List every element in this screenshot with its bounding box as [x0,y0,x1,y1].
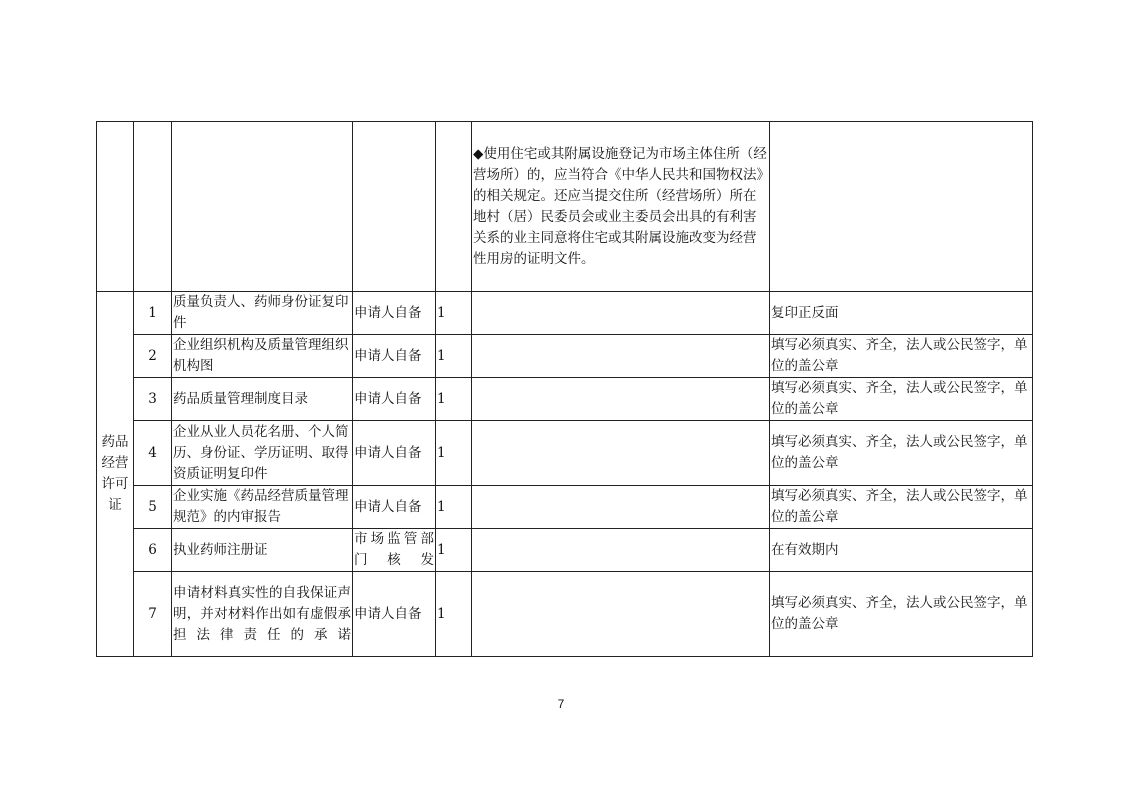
material-source: 申请人自备 [353,292,436,335]
row-number: 4 [134,421,172,486]
row-number: 2 [134,335,172,378]
notes-cell [472,529,770,572]
copies-count: 1 [436,421,472,486]
row-number: 1 [134,292,172,335]
table-row [97,378,1033,421]
material-cell-empty [172,122,353,292]
notes-cell [472,378,770,421]
continued-row [97,122,1033,292]
table-row [97,572,1033,657]
category-cell-empty [97,122,134,292]
material-source: 申请人自备 [353,335,436,378]
number-cell-empty [134,122,172,292]
copies-cell-empty [436,122,472,292]
source-cell-empty [353,122,436,292]
table-row [97,486,1033,529]
remark-cell: 填写必须真实、齐全，法人或公民签字，单位的盖公章 [770,572,1033,657]
row-number: 5 [134,486,172,529]
material-name: 企业实施《药品经营质量管理规范》的内审报告 [172,486,353,529]
table-row [97,292,1033,335]
table-row [97,335,1033,378]
material-name: 质量负责人、药师身份证复印件 [172,292,353,335]
page-number: 7 [557,697,565,711]
material-source: 申请人自备 [353,421,436,486]
copies-count: 1 [436,529,472,572]
material-name: 企业组织机构及质量管理组织机构图 [172,335,353,378]
material-name: 药品质量管理制度目录 [172,378,353,421]
notes-cell [472,292,770,335]
remark-cell: 填写必须真实、齐全，法人或公民签字，单位的盖公章 [770,378,1033,421]
remark-cell: 填写必须真实、齐全，法人或公民签字，单位的盖公章 [770,421,1033,486]
material-name: 执业药师注册证 [172,529,353,572]
copies-count: 1 [436,572,472,657]
material-source: 申请人自备 [353,486,436,529]
material-source: 申请人自备 [353,378,436,421]
table-row [97,421,1033,486]
copies-count: 1 [436,378,472,421]
copies-count: 1 [436,292,472,335]
row-number: 3 [134,378,172,421]
material-source: 申请人自备 [353,572,436,657]
copies-count: 1 [436,335,472,378]
table-row [97,529,1033,572]
materials-table [96,121,1033,657]
copies-count: 1 [436,486,472,529]
remark-cell: 填写必须真实、齐全，法人或公民签字，单位的盖公章 [770,486,1033,529]
continued-notes-cell: ◆使用住宅或其附属设施登记为市场主体住所（经营场所）的，应当符合《中华人民共和国物权法》的相关规定。还应当提交住所（经营场所）所在地村（居）民委员会或业主委员会出具的有利害关系的业主同意将住宅或其附属设施改变为经营性用房的证明文件。 [472,122,770,292]
remark-cell: 填写必须真实、齐全，法人或公民签字，单位的盖公章 [770,335,1033,378]
category-cell: 药品经营许可证 [97,292,134,657]
remark-cell: 复印正反面 [770,292,1033,335]
notes-cell [472,421,770,486]
row-number: 6 [134,529,172,572]
remark-cell: 在有效期内 [770,529,1033,572]
material-source: 市场监管部门核发 [353,529,436,572]
row-number: 7 [134,572,172,657]
material-name: 申请材料真实性的自我保证声明，并对材料作出如有虚假承担法律责任的承诺 [172,572,353,657]
notes-cell [472,572,770,657]
remark-cell-empty [770,122,1033,292]
material-name: 企业从业人员花名册、个人简历、身份证、学历证明、取得资质证明复印件 [172,421,353,486]
notes-cell [472,335,770,378]
notes-cell [472,486,770,529]
